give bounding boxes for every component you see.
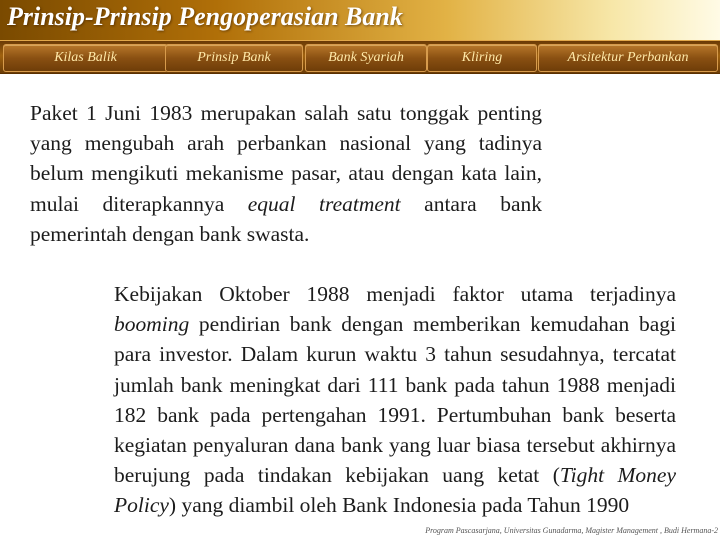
paragraph-kebijakan-1988 — [114, 279, 676, 521]
nav-label: Bank Syariah — [328, 50, 404, 65]
nav-bar — [0, 40, 720, 74]
paragraph-text: antara bank pemerintah dengan bank swasta. — [30, 191, 542, 246]
paragraph-italic-term: booming — [114, 312, 190, 337]
footer-credit: Program Pascasarjana, Universitas Gunadarma, Magister Management , Budi Hermana-2 — [425, 526, 718, 535]
paragraph-text: pendirian bank dengan memberikan kemudahan bagi para investor. Dalam kurun waktu 3 tahun sesudahnya, tercatat jumlah bank meningkat dari 111 bank pada tahun 1988 menjadi 182 bank pada pertengahan 1991. Pertumbuhan bank beserta kegiatan penyaluran dana bank yang luar biasa tersebut akhirnya berujung pada tindakan kebijakan uang ketat ( — [114, 312, 676, 488]
nav-label: Arsitektur Perbankan — [567, 50, 689, 65]
nav-button-kilas-balik[interactable] — [3, 44, 168, 72]
paragraph-text: Kebijakan Oktober 1988 menjadi faktor utama terjadinya — [114, 282, 676, 306]
slide-title: Prinsip-Prinsip Pengoperasian Bank — [7, 2, 403, 31]
paragraph-text: ) yang diambil oleh Bank Indonesia pada Tahun 1990 — [168, 493, 630, 518]
title-bar — [0, 0, 720, 40]
paragraph-text: Paket 1 Juni 1983 merupakan salah satu tonggak penting yang mengubah arah perbankan nasional yang tadinya belum mengikuti mekanisme pasar, atau dengan kata lain, mulai diterapkannya — [30, 101, 542, 216]
nav-label: Kilas Balik — [54, 50, 117, 65]
paragraph-paket-1983 — [30, 98, 542, 249]
paragraph-italic-term: Tight Money Policy — [114, 463, 676, 518]
nav-button-kliring[interactable] — [427, 44, 537, 72]
nav-label: Prinsip Bank — [197, 50, 271, 65]
paragraph-italic-term: equal treatment — [247, 191, 401, 216]
nav-button-prinsip-bank[interactable] — [165, 44, 303, 72]
nav-button-arsitektur-perbankan[interactable] — [538, 44, 718, 72]
nav-button-bank-syariah[interactable] — [305, 44, 427, 72]
nav-label: Kliring — [461, 50, 503, 65]
